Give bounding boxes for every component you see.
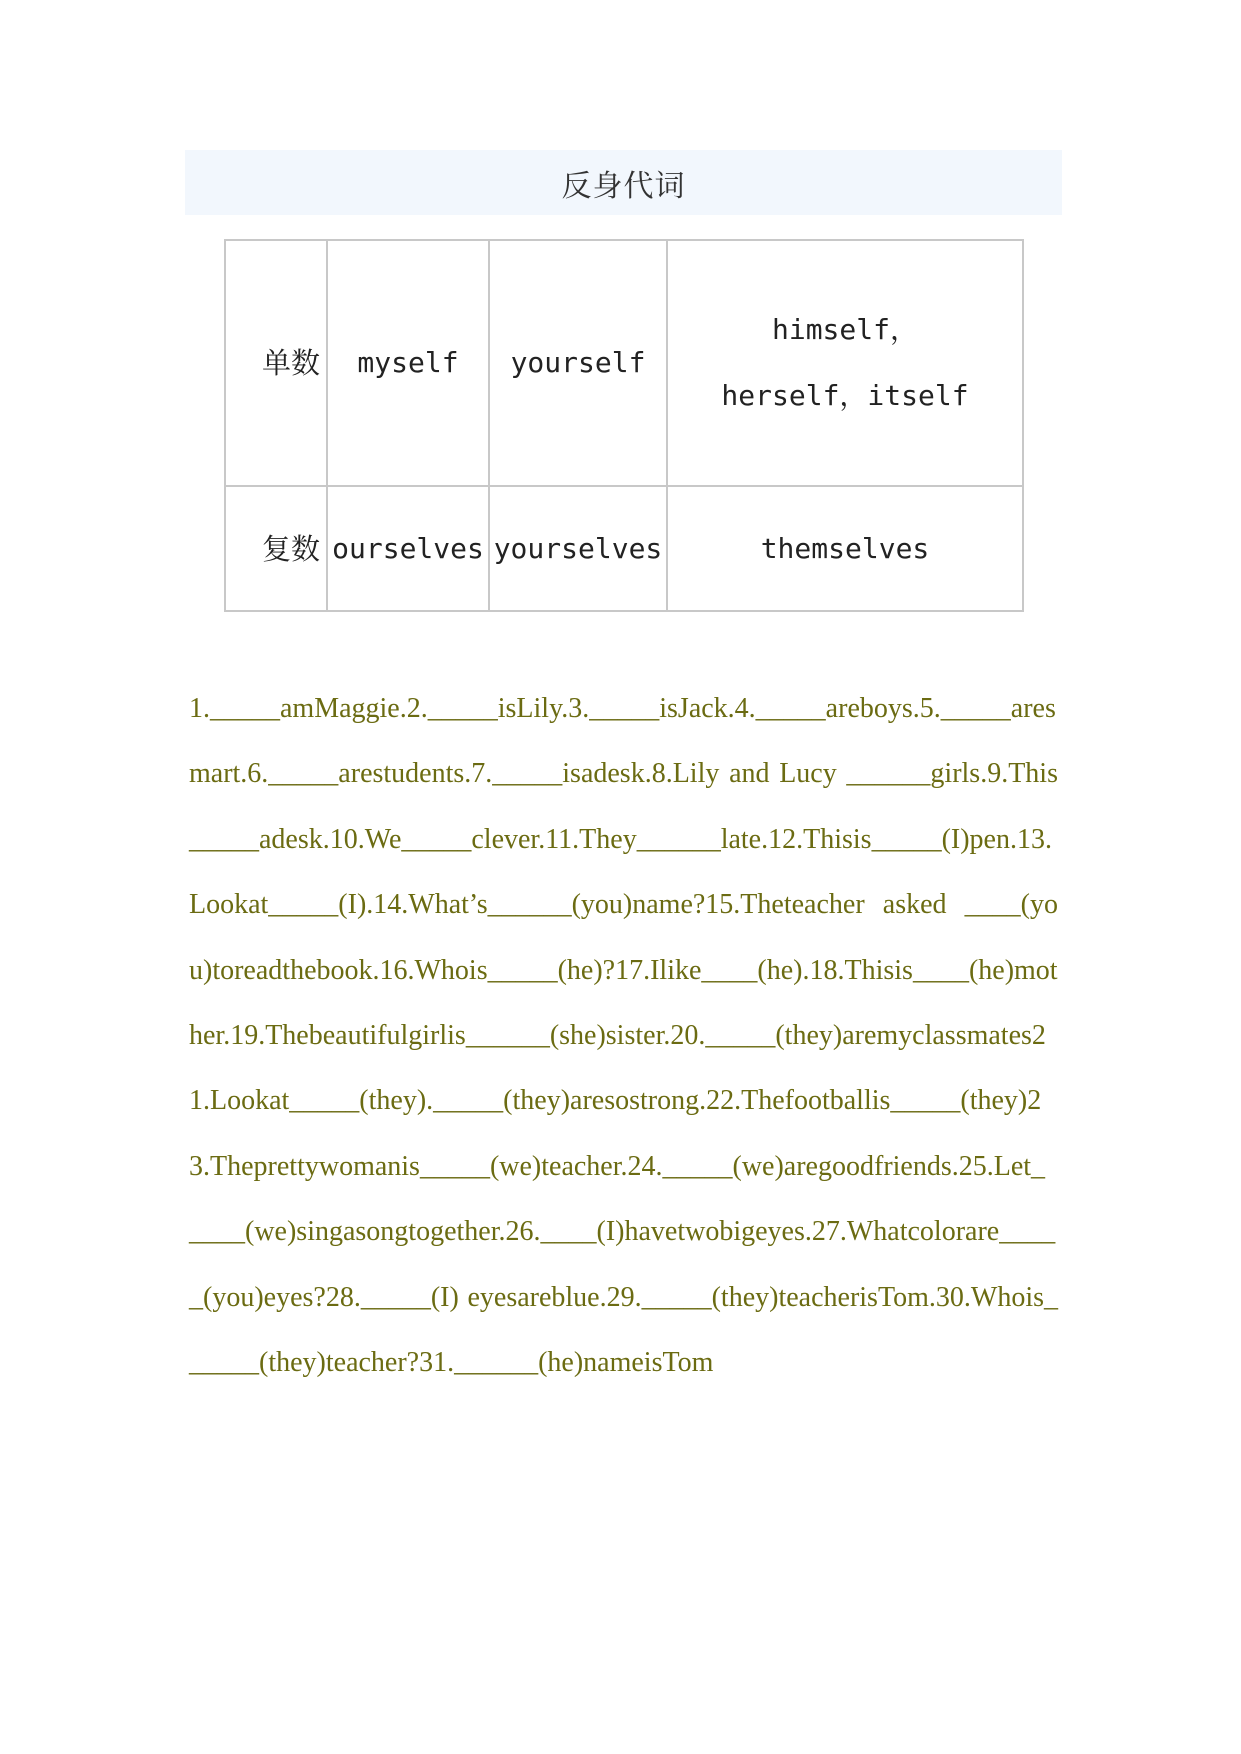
table-row-plural [225, 486, 1023, 611]
table-cell: myself [327, 240, 489, 486]
table-cell: themselves [667, 486, 1023, 611]
title-bar [185, 150, 1062, 215]
page-title: 反身代词 [561, 168, 686, 204]
table-row-singular [225, 240, 1023, 486]
table-cell: himself，herself，itself [667, 240, 1023, 486]
row-label-singular: 单数 [225, 240, 327, 486]
table-cell: ourselves [327, 486, 489, 611]
exercise-paragraph: 1._____amMaggie.2._____isLily.3._____isJack.4._____areboys.5._____aresmart.6._____arestudents.7._____isadesk.8.Lily and Lucy ______girls.9.This_____adesk.10.We_____clever.11.They______late.12.Thisis_____(I)pen.13.Lookat_____(I).14.What’s______(you)name?15.Theteacher asked ____(you)toreadthebook.16.Whois_____(he)?17.Ilike____(he).18.Thisis____(he)mother.19.Thebeautifulgirlis______(she)sister.20._____(they)aremyclassmates21.Lookat_____(they)._____(they)aresostrong.22.Thefootballis_____(they)23.Theprettywomanis_____(we)teacher.24._____(we)aregoodfriends.25.Let_____(we)singasongtogether.26.____(I)havetwobigeyes.27.Whatcolorare_____(you)eyes?28._____(I) eyesareblue.29._____(they)teacherisTom.30.Whois______(they)teacher?31.______(he)nameisTom [189, 693, 1058, 1379]
table-cell: yourselves [489, 486, 667, 611]
table-cell: yourself [489, 240, 667, 486]
reflexive-pronoun-table [224, 239, 1024, 612]
row-label-plural: 复数 [225, 486, 327, 611]
